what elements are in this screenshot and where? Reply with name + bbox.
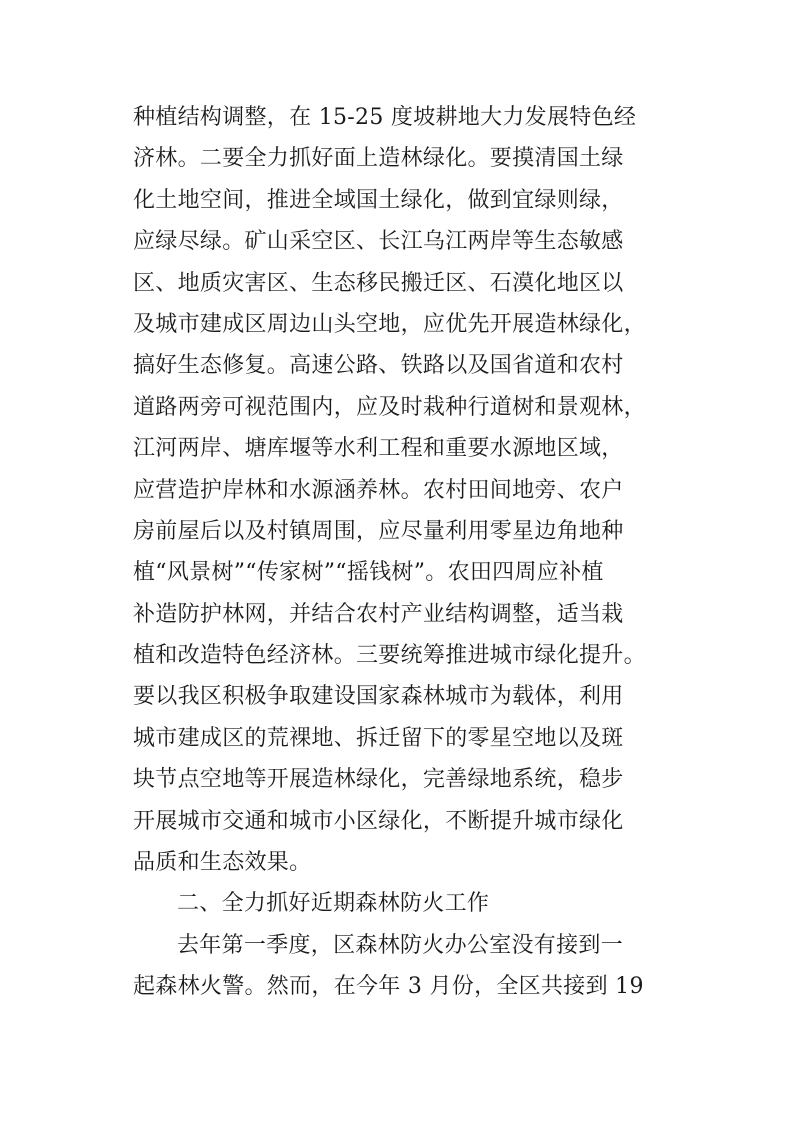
- paragraph-line: 起森林火警。然而，在今年 3 月份，全区共接到 19: [133, 974, 644, 1000]
- paragraph-line: 城市建成区的荒裸地、拆迁留下的零星空地以及斑: [133, 725, 624, 751]
- paragraph-line: 去年第一季度，区森林防火办公室没有接到一: [177, 932, 624, 958]
- paragraph-line: 应绿尽绿。矿山采空区、长江乌江两岸等生态敏感: [133, 229, 624, 255]
- paragraph-line: 化土地空间，推进全域国土绿化，做到宜绿则绿，: [133, 187, 624, 213]
- paragraph-line: 种植结构调整，在 15-25 度坡耕地大力发展特色经: [133, 105, 637, 130]
- paragraph-line: 补造防护林网，并结合农村产业结构调整，适当栽: [133, 601, 624, 627]
- paragraph-line: 道路两旁可视范围内，应及时栽种行道树和景观林，: [133, 394, 646, 420]
- paragraph-line: 及城市建成区周边山头空地，应优先开展造林绿化，: [133, 311, 646, 337]
- paragraph-line: 品质和生态效果。: [133, 850, 312, 876]
- paragraph-line: 江河两岸、塘库堰等水利工程和重要水源地区域，: [133, 436, 624, 462]
- paragraph-line: 植和改造特色经济林。三要统筹推进城市绿化提升。: [133, 643, 646, 669]
- paragraph-line: 植“风景树”“传家树”“摇钱树”。农田四周应补植: [133, 560, 604, 586]
- document-body: [133, 97, 673, 1008]
- paragraph-line: 应营造护岸林和水源涵养林。农村田间地旁、农户: [133, 477, 624, 503]
- paragraph-line: 区、地质灾害区、生态移民搬迁区、石漠化地区以: [133, 270, 624, 296]
- paragraph-line: 房前屋后以及村镇周围，应尽量利用零星边角地种: [133, 518, 624, 544]
- section-heading: 二、全力抓好近期森林防火工作: [177, 891, 490, 917]
- paragraph-line: 济林。二要全力抓好面上造林绿化。要摸清国土绿: [133, 146, 624, 172]
- paragraph-line: 块节点空地等开展造林绿化，完善绿地系统，稳步: [133, 767, 624, 793]
- paragraph-line: 要以我区积极争取建设国家森林城市为载体，利用: [133, 684, 624, 710]
- paragraph-line: 开展城市交通和城市小区绿化，不断提升城市绿化: [133, 808, 624, 834]
- paragraph-line: 搞好生态修复。高速公路、铁路以及国省道和农村: [133, 353, 624, 379]
